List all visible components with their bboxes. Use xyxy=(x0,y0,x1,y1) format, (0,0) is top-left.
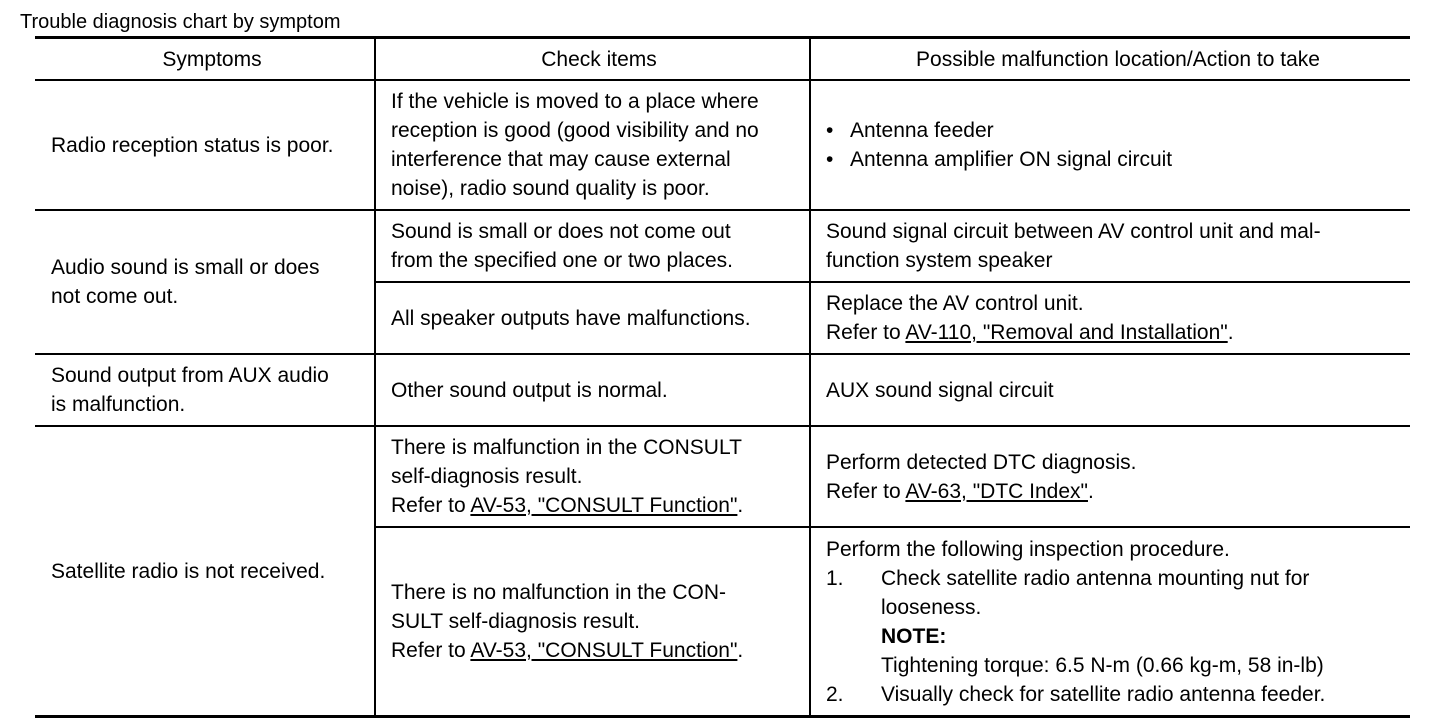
step-text: Visually check for satellite radio antenna feeder. xyxy=(881,682,1326,706)
bullet-mark: • xyxy=(826,119,834,142)
refer-prefix: Refer to xyxy=(391,494,471,517)
row2b-action-line: Replace the AV control unit. xyxy=(826,292,1084,315)
row2a-action-line: function system speaker xyxy=(826,249,1053,272)
row1-check-line: If the vehicle is moved to a place where xyxy=(391,90,759,113)
row4a-check xyxy=(391,427,807,526)
refer-period: . xyxy=(1227,321,1234,344)
step-text-continued: looseness. xyxy=(881,595,982,619)
refer-prefix: Refer to xyxy=(391,639,471,662)
row4-symptom: Satellite radio is not received. xyxy=(51,559,326,583)
refer-prefix: Refer to xyxy=(826,479,906,503)
link-av-53[interactable]: AV-53, "CONSULT Function" xyxy=(470,639,738,662)
link-av-53[interactable]: AV-53, "CONSULT Function" xyxy=(470,494,738,517)
refer-period: . xyxy=(737,639,744,662)
row2b-refer-line xyxy=(826,318,1410,347)
row2a-check-line: Sound is small or does not come out xyxy=(391,220,731,243)
row1-check-line: reception is good (good visibility and no xyxy=(391,119,759,142)
row4b-check xyxy=(391,528,807,715)
row4b-action xyxy=(826,528,1410,715)
bullet-text: Antenna feeder xyxy=(850,119,994,142)
table-caption: Trouble diagnosis chart by symptom xyxy=(20,11,341,33)
bullet-item xyxy=(826,145,1410,174)
row4a-check-line: There is malfunction in the CONSULT xyxy=(391,436,742,459)
bullet-mark: • xyxy=(826,148,834,171)
row3-symptom-line: Sound output from AUX audio xyxy=(51,364,329,387)
row2a-check xyxy=(391,211,807,281)
row2a-check-line: from the specified one or two places. xyxy=(391,249,734,272)
row2-symptom-line: not come out. xyxy=(51,285,179,308)
link-av-63[interactable]: AV-63, "DTC Index" xyxy=(905,479,1088,503)
row4a-action-refer-line xyxy=(826,477,1410,506)
step-number: 1. xyxy=(826,566,844,590)
row3-action: AUX sound signal circuit xyxy=(826,378,1054,402)
row4a-action xyxy=(826,427,1410,526)
bullet-text: Antenna amplifier ON signal circuit xyxy=(850,148,1173,171)
row1-symptom: Radio reception status is poor. xyxy=(51,133,334,157)
header-symptoms: Symptoms xyxy=(162,47,262,71)
row2a-action xyxy=(826,211,1410,281)
row3-symptom-line: is malfunction. xyxy=(51,393,186,416)
refer-prefix: Refer to xyxy=(826,321,906,344)
row1-action xyxy=(826,81,1410,209)
row4b-check-line: SULT self-diagnosis result. xyxy=(391,610,640,633)
row4b-refer-line xyxy=(391,636,807,665)
refer-period: . xyxy=(737,494,744,517)
row4a-action-line: Perform detected DTC diagnosis. xyxy=(826,450,1137,474)
refer-period: . xyxy=(1087,479,1094,503)
row3-check: Other sound output is normal. xyxy=(391,378,668,402)
row4b-check-line: There is no malfunction in the CON- xyxy=(391,581,726,604)
procedure-step xyxy=(826,680,1410,709)
link-av-110[interactable]: AV-110, "Removal and Installation" xyxy=(905,321,1228,344)
row4b-action-intro: Perform the following inspection procedure. xyxy=(826,537,1230,561)
header-action: Possible malfunction location/Action to take xyxy=(916,47,1320,71)
step-text: Check satellite radio antenna mounting nut for xyxy=(881,566,1310,590)
row3-symptom xyxy=(51,355,373,425)
note-label: NOTE: xyxy=(881,624,947,648)
row2-symptom-line: Audio sound is small or does xyxy=(51,256,320,279)
row4a-check-line: self-diagnosis result. xyxy=(391,465,583,488)
row1-check-line: noise), radio sound quality is poor. xyxy=(391,177,710,200)
step-number: 2. xyxy=(826,682,844,706)
procedure-step xyxy=(826,564,1410,593)
row1-check-line: interference that may cause external xyxy=(391,148,731,171)
note-text: Tightening torque: 6.5 N-m (0.66 kg-m, 58 in-lb) xyxy=(881,653,1324,677)
row2-symptom xyxy=(51,211,373,353)
row1-check xyxy=(391,81,807,209)
row2b-check: All speaker outputs have malfunctions. xyxy=(391,306,751,330)
row2b-action xyxy=(826,283,1410,353)
row4a-refer-line xyxy=(391,491,807,520)
row2a-action-line: Sound signal circuit between AV control unit and mal- xyxy=(826,220,1321,243)
header-check-items: Check items xyxy=(541,47,657,71)
bullet-item xyxy=(826,116,1410,145)
